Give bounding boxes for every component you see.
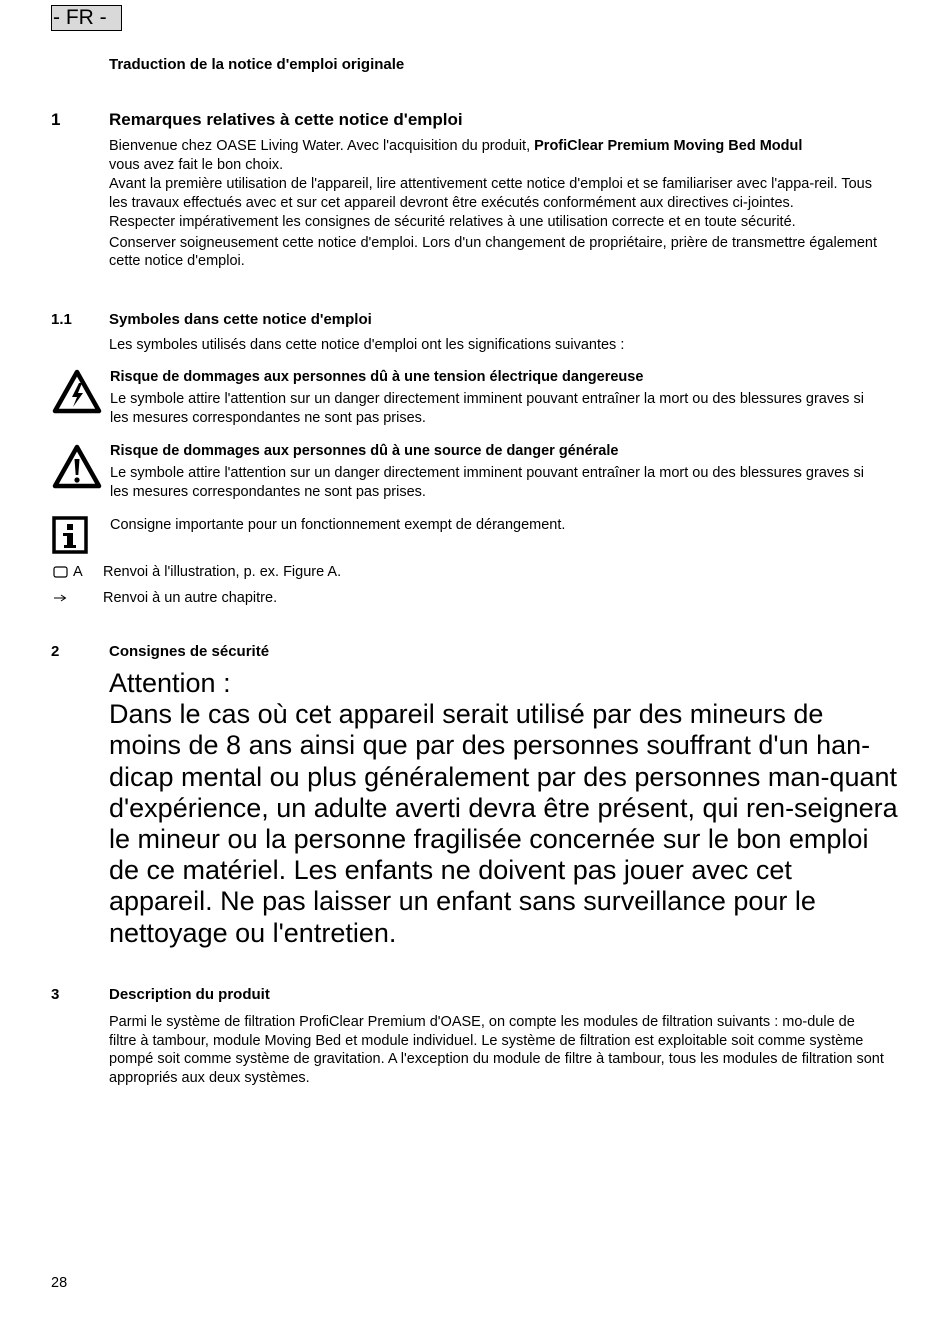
general-hazard-title: Risque de dommages aux personnes dû à une source de danger générale	[110, 443, 619, 459]
intro-paragraph: Bienvenue chez OASE Living Water. Avec l'acquisition du produit, ProfiClear Premium Moving Bed Modul vous avez fait le bon choix.	[109, 138, 803, 173]
first-use-paragraph: Avant la première utilisation de l'appareil, lire attentivement cette notice d'emploi et se familiariser avec l'appa-reil. Tous les travaux effectués avec et sur cet appareil devront être exécutés conformément aux directives ci-jointes.	[109, 176, 872, 211]
section-3-title: Description du produit	[109, 986, 270, 1003]
section-1-1-title: Symboles dans cette notice d'emploi	[109, 311, 372, 328]
chapter-ref-text: Renvoi à un autre chapitre.	[103, 590, 278, 606]
document-subtitle: Traduction de la notice d'emploi originale	[109, 56, 405, 73]
safety-paragraph: Respecter impérativement les consignes de sécurité relatives à une utilisation correcte et en toute sécurité.	[109, 214, 796, 230]
info-text: Consigne importante pour un fonctionnement exempt de dérangement.	[110, 517, 566, 533]
warning-text: Dans le cas où cet appareil serait utilisé par des mineurs de moins de 8 ans ainsi que par des personnes souffrant d'un han-dicap mental ou plus généralement par des personnes man-quant d'expérience, un adulte averti devra être présent, qui ren-seignera le mineur ou la personne fragilisée concernée sur le bon emploi de ce matériel. Les enfants ne doivent pas jouer avec cet appareil. Ne pas laisser un enfant sans surveillance pour le nettoyage ou l'entretien.	[109, 699, 898, 948]
section-1-number: 1	[51, 110, 61, 129]
safety-warning	[109, 668, 899, 949]
figure-ref-marker: A	[73, 564, 83, 580]
info-icon	[52, 516, 88, 554]
electric-hazard-text: Le symbole attire l'attention sur un danger directement imminent pouvant entraîner la mort ou des blessures graves si les mesures correspondantes ne sont pas prises.	[110, 391, 864, 426]
section-2-title: Consignes de sécurité	[109, 643, 270, 660]
attention-label: Attention :	[109, 668, 231, 698]
figure-ref-text: Renvoi à l'illustration, p. ex. Figure A.	[103, 564, 342, 580]
keep-manual-paragraph: Conserver soigneusement cette notice d'emploi. Lors d'un changement de propriétaire, prière de transmettre également cette notice d'emploi.	[109, 234, 878, 269]
electric-hazard-icon	[52, 369, 102, 414]
section-1-1-number: 1.1	[51, 311, 72, 328]
section-3-number: 3	[51, 986, 60, 1003]
page-number: 28	[51, 1275, 68, 1291]
general-hazard-text: Le symbole attire l'attention sur un danger directement imminent pouvant entraîner la mort ou des blessures graves si les mesures correspondantes ne sont pas prises.	[110, 465, 864, 500]
electric-hazard-title: Risque de dommages aux personnes dû à une tension électrique dangereuse	[110, 369, 644, 385]
figure-ref-icon	[53, 566, 68, 578]
product-name: ProfiClear Premium Moving Bed Modul	[534, 138, 803, 154]
section-2-number: 2	[51, 643, 60, 660]
symbols-intro: Les symboles utilisés dans cette notice d'emploi ont les significations suivantes :	[109, 337, 625, 353]
product-description: Parmi le système de filtration ProfiClear Premium d'OASE, on compte les modules de filtration suivants : mo-dule de filtre à tambour, module Moving Bed et module individuel. Le système de filtration est exploitable soit comme système pompé soit comme système de gravitation. A l'exception du module de filtre à tambour, tous les modules de filtration sont appropriés aux deux systèmes.	[109, 1014, 884, 1086]
language-tag: - FR -	[51, 5, 122, 31]
general-hazard-icon	[52, 444, 102, 489]
section-1-title: Remarques relatives à cette notice d'emploi	[109, 110, 463, 129]
section-1-body	[109, 137, 884, 271]
arrow-right-icon	[53, 593, 67, 603]
